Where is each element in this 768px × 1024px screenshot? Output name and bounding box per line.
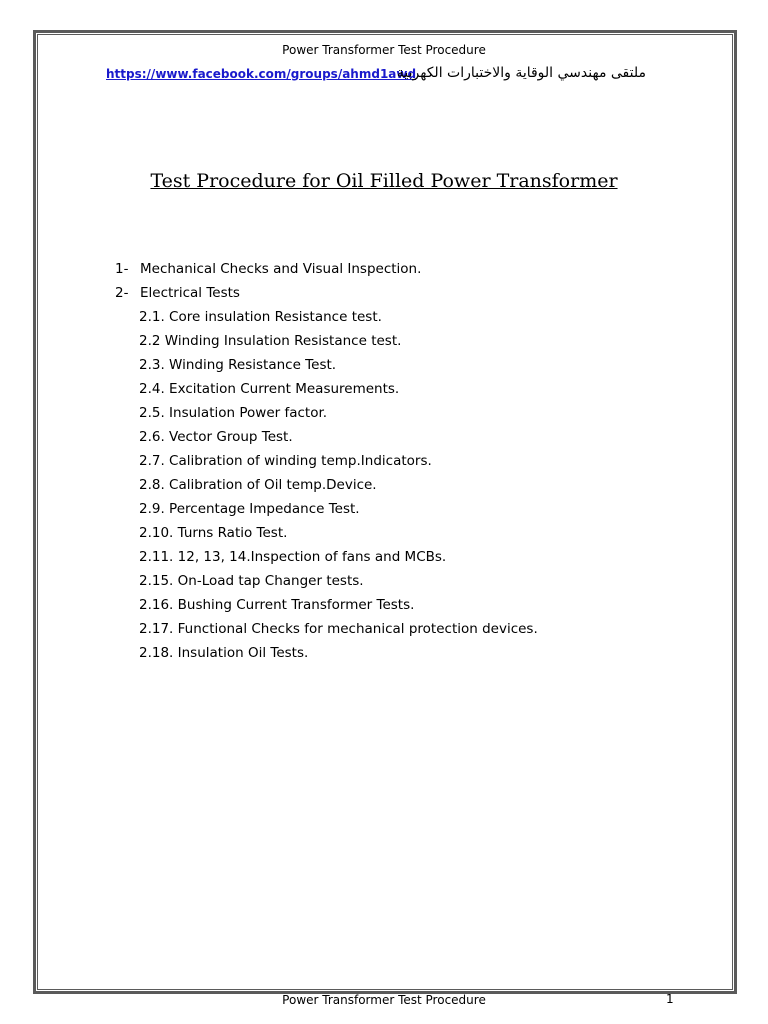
list-item bbox=[115, 547, 675, 571]
document-title: Test Procedure for Oil Filled Power Transformer bbox=[150, 170, 618, 192]
list-item bbox=[115, 427, 675, 451]
subsection-text: 2.11. 12, 13, 14.Inspection of fans and MCBs. bbox=[139, 549, 447, 565]
footer-title: Power Transformer Test Procedure bbox=[282, 993, 486, 1007]
section-number: 1- bbox=[115, 261, 129, 277]
subsection-text: 2.9. Percentage Impedance Test. bbox=[139, 501, 360, 517]
test-list bbox=[115, 259, 675, 667]
section-text: Mechanical Checks and Visual Inspection. bbox=[140, 261, 422, 277]
section-number: 2- bbox=[115, 285, 129, 301]
list-item bbox=[115, 643, 675, 667]
subsection-text: 2.7. Calibration of winding temp.Indicators. bbox=[139, 453, 432, 469]
page-number: 1 bbox=[666, 992, 674, 1006]
section-text: Electrical Tests bbox=[140, 285, 240, 301]
subsection-text: 2.4. Excitation Current Measurements. bbox=[139, 381, 400, 397]
subsection-text: 2.1. Core insulation Resistance test. bbox=[139, 309, 382, 325]
list-item bbox=[115, 451, 675, 475]
list-item bbox=[115, 379, 675, 403]
list-item bbox=[115, 307, 675, 331]
subsection-text: 2.18. Insulation Oil Tests. bbox=[139, 645, 309, 661]
list-item bbox=[115, 523, 675, 547]
subsection-text: 2.5. Insulation Power factor. bbox=[139, 405, 328, 421]
header-title: Power Transformer Test Procedure bbox=[282, 43, 486, 57]
subsection-text: 2.16. Bushing Current Transformer Tests. bbox=[139, 597, 415, 613]
list-item bbox=[115, 283, 675, 307]
subsection-text: 2.3. Winding Resistance Test. bbox=[139, 357, 337, 373]
subsection-text: 2.8. Calibration of Oil temp.Device. bbox=[139, 477, 377, 493]
list-item bbox=[115, 403, 675, 427]
subsection-text: 2.15. On-Load tap Changer tests. bbox=[139, 573, 364, 589]
list-item bbox=[115, 571, 675, 595]
subsection-text: 2.10. Turns Ratio Test. bbox=[139, 525, 288, 541]
subsection-text: 2.2 Winding Insulation Resistance test. bbox=[139, 333, 402, 349]
list-item bbox=[115, 499, 675, 523]
list-item bbox=[115, 355, 675, 379]
list-item bbox=[115, 331, 675, 355]
subsection-text: 2.17. Functional Checks for mechanical protection devices. bbox=[139, 621, 538, 637]
facebook-group-link[interactable]: https://www.facebook.com/groups/ahmd1awd bbox=[106, 67, 417, 81]
list-item bbox=[115, 619, 675, 643]
list-item bbox=[115, 595, 675, 619]
header-arabic-text: ملتقى مهندسي الوقاية والاختبارات الكهربية bbox=[396, 65, 646, 81]
header-row bbox=[106, 67, 646, 85]
subsection-text: 2.6. Vector Group Test. bbox=[139, 429, 293, 445]
list-item bbox=[115, 259, 675, 283]
list-item bbox=[115, 475, 675, 499]
